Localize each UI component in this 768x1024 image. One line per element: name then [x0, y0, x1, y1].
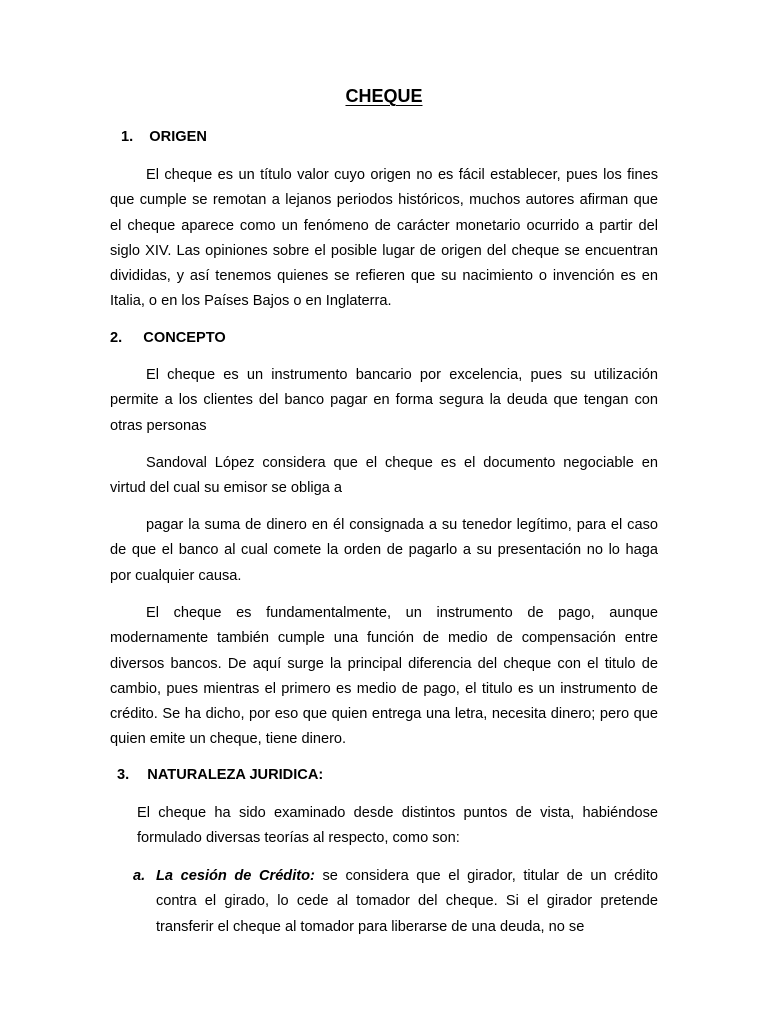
- section-heading-naturaleza-juridica: [117, 767, 323, 783]
- list-marker: a.: [133, 868, 146, 884]
- paragraph: El cheque es un instrumento bancario por excelencia, pues su utilización permite a los clientes del banco pagar en forma segura la deuda que tengan con otras personas: [110, 367, 658, 434]
- section-number: 2.: [110, 330, 123, 346]
- list-item-body: [156, 864, 658, 940]
- paragraph: pagar la suma de dinero en él consignada a su tenedor legítimo, para el caso de que el banco al cual comete la orden de pagarlo a su presentación no lo haga por cualquier causa.: [110, 517, 658, 584]
- paragraph: El cheque es fundamentalmente, un instrumento de pago, aunque modernamente también cumple una función de medio de compensación entre diversos bancos. De aquí surge la principal diferencia del cheque con el titulo de cambio, pues mientras el primero es medio de pago, el titulo es un instrumento de crédito. Se ha dicho, por eso que quien entrega una letra, necesita dinero; pero que quien emite un cheque, tiene dinero.: [110, 605, 658, 748]
- document-title: CHEQUE: [345, 86, 423, 106]
- list-item-text: se considera que el girador, titular de un crédito contra el girado, lo cede al tomador del cheque. Si el girador pretende transferir el cheque al tomador para liberarse de una deuda, no se: [156, 868, 658, 935]
- section-title: CONCEPTO: [143, 330, 226, 346]
- section-heading-concepto: [110, 330, 226, 346]
- section-title: NATURALEZA JURIDICA:: [147, 767, 324, 783]
- section-heading-origen: [121, 129, 207, 145]
- paragraph: Sandoval López considera que el cheque es el documento negociable en virtud del cual su emisor se obliga a: [110, 455, 658, 497]
- paragraph: El cheque es un título valor cuyo origen no es fácil establecer, pues los fines que cumple se remotan a lejanos periodos históricos, muchos autores afirman que el cheque aparece como un fenómeno de carácter monetario ocurrido a partir del siglo XIV. Las opiniones sobre el posible lugar de origen del cheque se encuentran divididas, y así tenemos quienes se refieren que su nacimiento o invención es en Italia, o en los Países Bajos o en Inglaterra.: [110, 167, 658, 310]
- section-number: 3.: [117, 767, 130, 783]
- section-number: 1.: [121, 129, 134, 145]
- paragraph: El cheque ha sido examinado desde distintos puntos de vista, habiéndose formulado diversas teorías al respecto, como son:: [137, 805, 658, 847]
- list-item: [133, 864, 658, 940]
- section-title: ORIGEN: [149, 129, 207, 145]
- list-item-lead: La cesión de Crédito:: [156, 868, 315, 884]
